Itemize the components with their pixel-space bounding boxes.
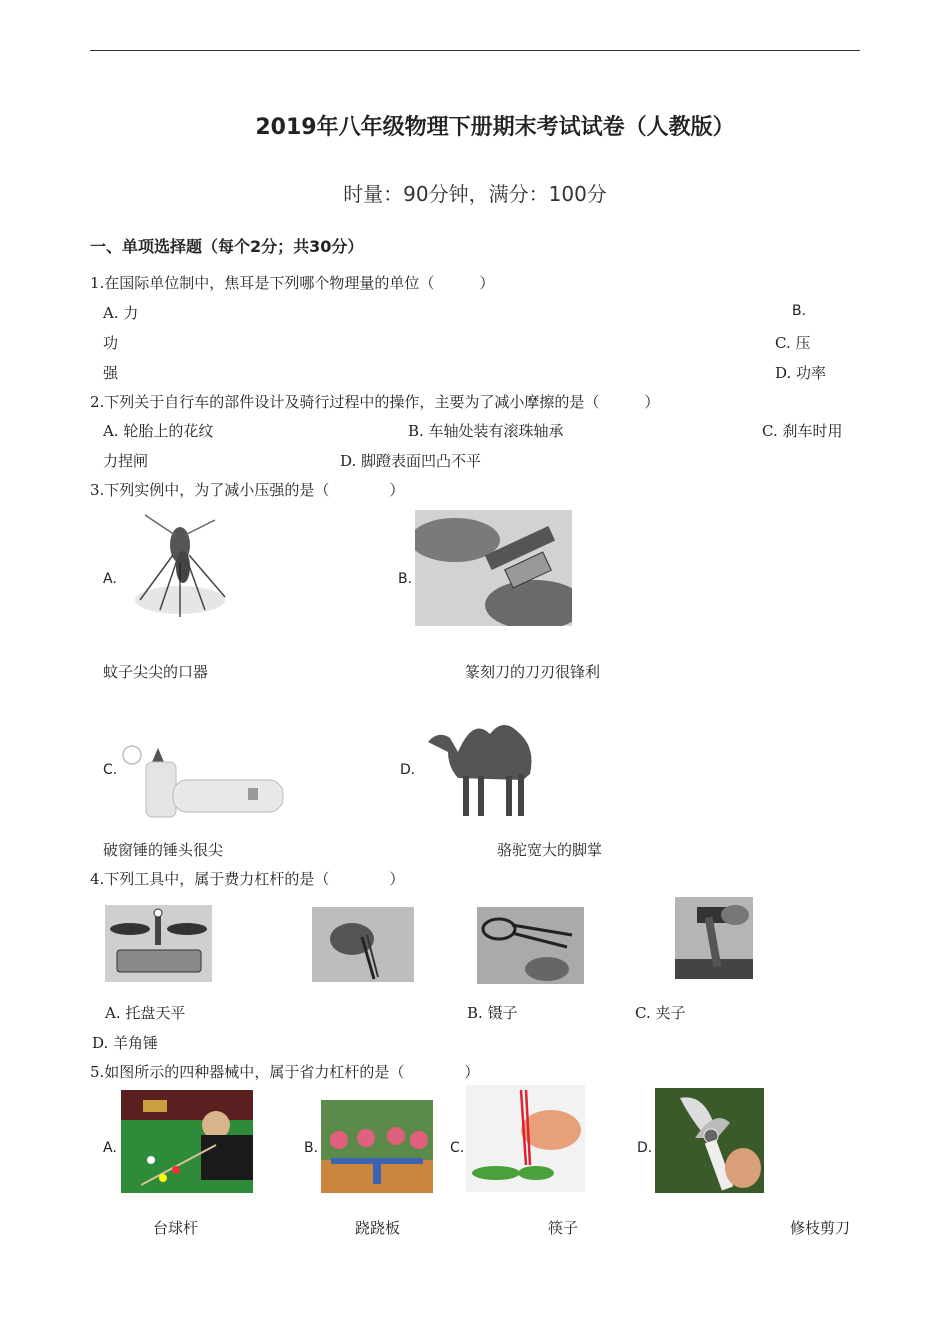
claw-hammer-image bbox=[675, 897, 753, 979]
billiards-image bbox=[121, 1090, 253, 1193]
question-4-stem: 4.下列工具中，属于费力杠杆的是（ ） bbox=[90, 870, 405, 888]
question-2-stem: 2.下列关于自行车的部件设计及骑行过程中的操作，主要为了减小摩擦的是（ ） bbox=[90, 393, 660, 411]
question-5-option-c-label: C. bbox=[450, 1140, 465, 1156]
question-3-option-d-label: D. bbox=[400, 762, 416, 778]
question-4-option-d: D. 羊角锤 bbox=[92, 1034, 159, 1052]
question-5-option-a-label: A. bbox=[103, 1140, 117, 1156]
section-heading: 一、单项选择题（每个2分；共30分） bbox=[90, 237, 364, 256]
question-1-option-a: A. 力 bbox=[103, 304, 139, 322]
question-3-stem: 3.下列实例中，为了减小压强的是（ ） bbox=[90, 481, 405, 499]
question-1-option-c-text: 强 bbox=[103, 364, 119, 382]
question-3-option-b-label: B. bbox=[398, 571, 413, 587]
question-4-option-c: C. 夹子 bbox=[635, 1004, 686, 1022]
pruning-shears-image bbox=[655, 1088, 764, 1193]
chopsticks-image bbox=[466, 1085, 585, 1192]
question-3-option-a-caption: 蚊子尖尖的口器 bbox=[103, 663, 209, 681]
question-1-option-c: C. 压 bbox=[775, 334, 811, 352]
question-1-option-d: D. 功率 bbox=[775, 364, 827, 382]
page-title: 2019年八年级物理下册期末考试试卷（人教版） bbox=[255, 115, 735, 140]
question-4-option-b: B. 镊子 bbox=[467, 1004, 518, 1022]
header-rule bbox=[90, 50, 860, 51]
question-3-option-a-label: A. bbox=[103, 571, 117, 587]
clip-image bbox=[477, 907, 584, 984]
question-1-stem: 1.在国际单位制中，焦耳是下列哪个物理量的单位（ ） bbox=[90, 274, 495, 292]
question-3-option-b-caption: 篆刻刀的刀刃很锋利 bbox=[465, 663, 601, 681]
mosquito-image bbox=[125, 505, 230, 620]
question-2-option-a: A. 轮胎上的花纹 bbox=[103, 422, 214, 440]
question-3-option-c-label: C. bbox=[103, 762, 118, 778]
question-2-option-c-text: 力捏闸 bbox=[103, 452, 149, 470]
question-3-option-d-caption: 骆驼宽大的脚掌 bbox=[497, 841, 603, 859]
exam-info: 时量：90分钟，满分：100分 bbox=[343, 182, 607, 206]
question-2-option-b: B. 车轴处装有滚珠轴承 bbox=[408, 422, 564, 440]
question-1-option-b-text: 功 bbox=[103, 334, 119, 352]
question-3-option-c-caption: 破窗锤的锤头很尖 bbox=[103, 841, 224, 859]
question-2-option-d: D. 脚蹬表面凹凸不平 bbox=[340, 452, 482, 470]
tweezers-image bbox=[312, 907, 414, 982]
camel-image bbox=[418, 712, 543, 822]
question-5-option-a-caption: 台球杆 bbox=[153, 1219, 199, 1237]
balance-scale-image bbox=[105, 905, 212, 982]
carving-knife-image bbox=[415, 510, 572, 626]
question-2-option-c: C. 刹车时用 bbox=[762, 422, 843, 440]
question-1-option-b-label: B. bbox=[792, 303, 807, 319]
question-5-option-b-label: B. bbox=[304, 1140, 319, 1156]
question-5-option-d-label: D. bbox=[637, 1140, 653, 1156]
question-5-option-d-caption: 修枝剪刀 bbox=[790, 1219, 851, 1237]
safety-hammer-image bbox=[118, 740, 288, 825]
question-5-option-b-caption: 跷跷板 bbox=[355, 1219, 401, 1237]
question-5-stem: 5.如图所示的四种器械中，属于省力杠杆的是（ ） bbox=[90, 1063, 480, 1081]
question-5-option-c-caption: 筷子 bbox=[548, 1219, 579, 1237]
seesaw-image bbox=[321, 1100, 433, 1193]
question-4-option-a: A. 托盘天平 bbox=[105, 1004, 186, 1022]
